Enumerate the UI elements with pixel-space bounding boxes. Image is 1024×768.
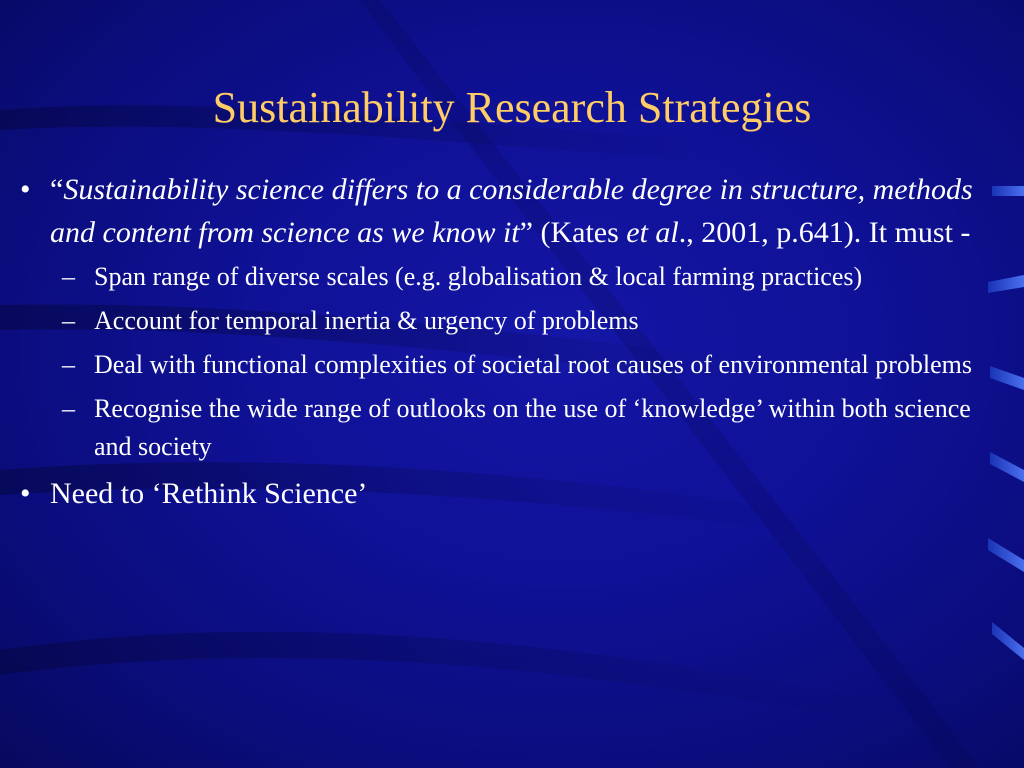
background-band bbox=[0, 632, 880, 722]
slide-title: Sustainability Research Strategies bbox=[212, 83, 812, 132]
accent-stripe bbox=[988, 538, 1024, 572]
sub-bullet-item bbox=[20, 346, 980, 384]
dash-marker: – bbox=[62, 350, 75, 379]
bullet-text: Need to ‘Rethink Science’ bbox=[50, 477, 368, 510]
dash-marker: – bbox=[62, 306, 75, 335]
accent-stripe bbox=[992, 622, 1024, 660]
bullet-marker: • bbox=[20, 477, 31, 510]
citation-prefix: (Kates bbox=[532, 216, 627, 249]
sub-bullet-text: Deal with functional complexities of societal root causes of environmental problems bbox=[94, 350, 972, 379]
sub-bullet-text: Account for temporal inertia & urgency of problems bbox=[94, 306, 639, 335]
dash-marker: – bbox=[62, 394, 75, 423]
sub-bullet-item bbox=[20, 258, 980, 296]
sub-bullet-list bbox=[20, 258, 980, 466]
sub-bullet-item bbox=[20, 390, 980, 466]
accent-stripe bbox=[990, 366, 1024, 390]
accent-stripe bbox=[992, 186, 1024, 196]
accent-stripe bbox=[990, 452, 1024, 482]
citation-suffix: ., 2001, p.641). It must - bbox=[678, 216, 971, 249]
bullet-item bbox=[20, 168, 980, 254]
accent-stripe bbox=[988, 275, 1024, 293]
sub-bullet-item bbox=[20, 302, 980, 340]
citation-et-al: et al bbox=[626, 216, 679, 249]
quote-open-mark: “ bbox=[50, 173, 64, 206]
quote-close-mark: ” bbox=[519, 216, 533, 249]
kates-quote: Sustainability science differs to a considerable degree in structure, methods and content from science as we know it bbox=[50, 173, 973, 249]
slide-content bbox=[20, 168, 980, 515]
dash-marker: – bbox=[62, 262, 75, 291]
sub-bullet-text: Recognise the wide range of outlooks on the use of ‘knowledge’ within both science and society bbox=[94, 394, 971, 461]
sub-bullet-text: Span range of diverse scales (e.g. globalisation & local farming practices) bbox=[94, 262, 863, 291]
bullet-marker: • bbox=[20, 173, 31, 206]
bullet-item bbox=[20, 472, 980, 515]
